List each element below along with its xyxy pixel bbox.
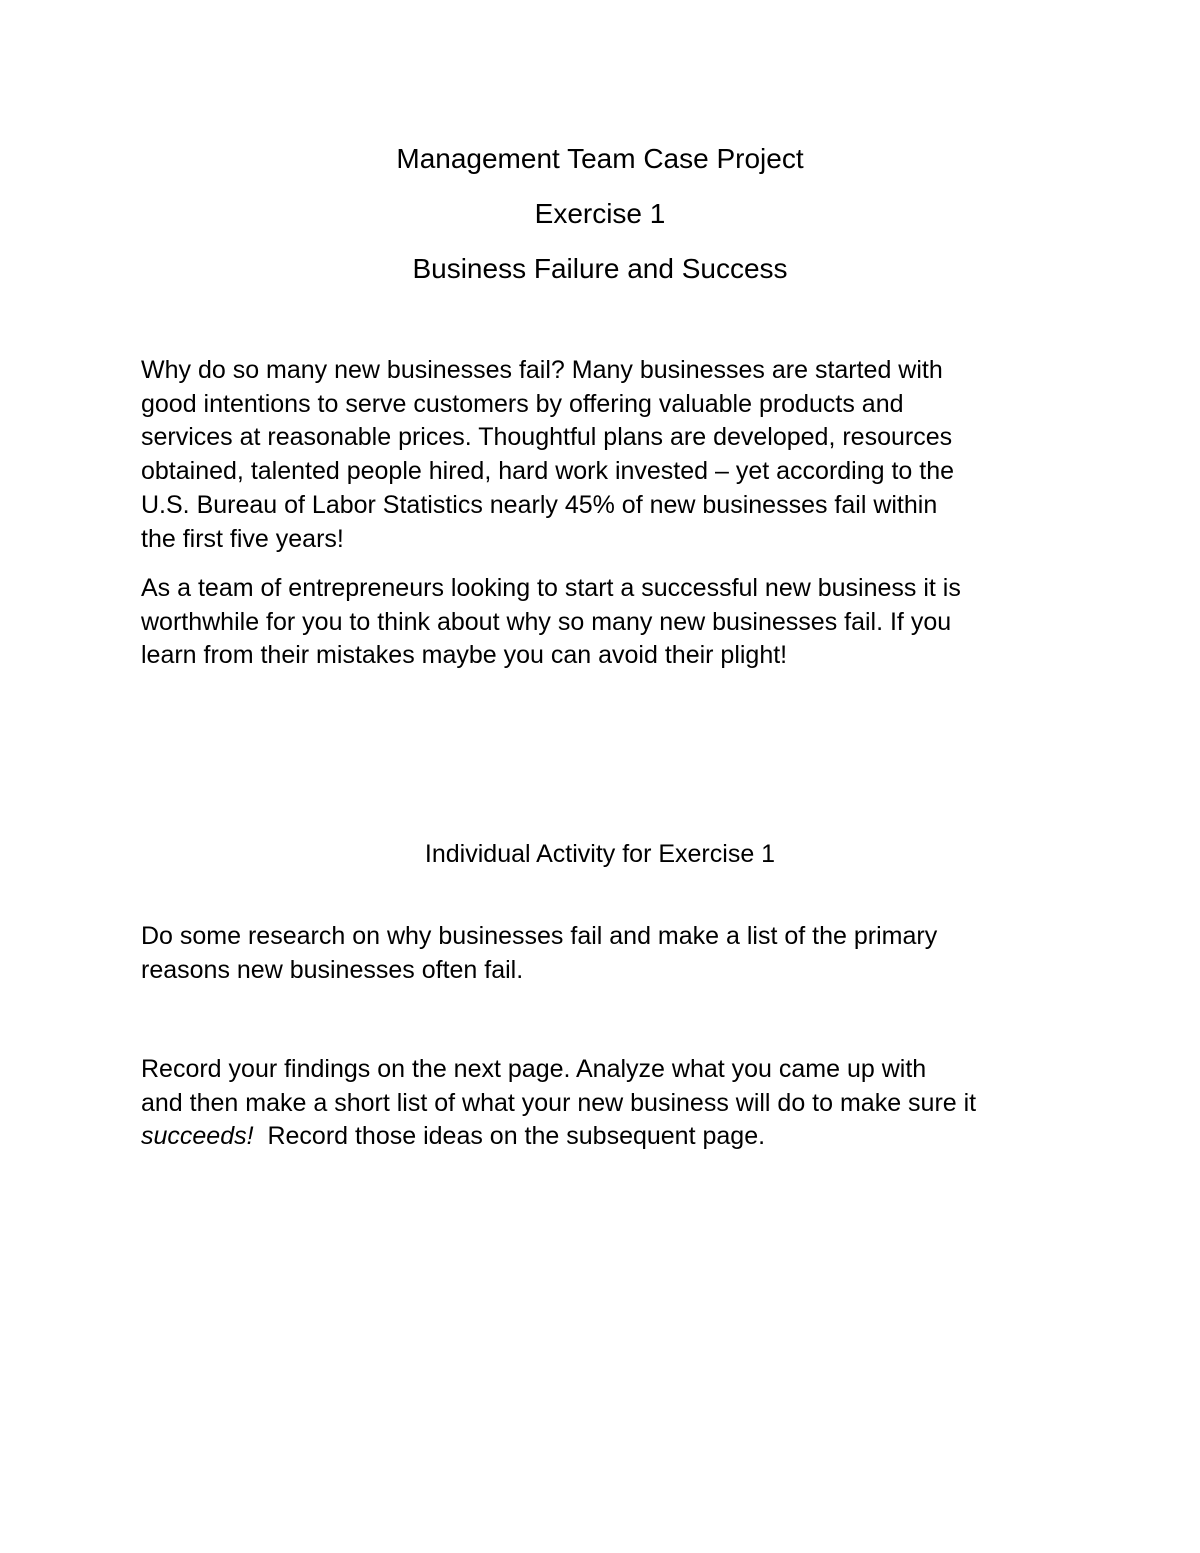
text-line [141,1120,1071,1154]
text-line: reasons new businesses often fail. [141,955,524,984]
text-line: and then make a short list of what your new business will do to make sure it [141,1088,977,1117]
text-line: services at reasonable prices. Thoughtful plans are developed, resources [141,423,953,452]
text-line: obtained, talented people hired, hard work invested – yet according to the [141,457,955,486]
text-line: Why do so many new businesses fail? Many businesses are started with [141,356,943,384]
activity-heading: Individual Activity for Exercise 1 [424,840,776,868]
text-line: Record your findings on the next page. Analyze what you came up with [141,1055,927,1083]
emphasis-text: succeeds! [141,1122,254,1151]
activity-paragraph-1 [141,920,1071,987]
intro-paragraph-1 [141,354,1071,556]
text-line: As a team of entrepreneurs looking to start a successful new business it is [141,574,961,602]
text-line: worthwhile for you to think about why so many new businesses fail. If you [141,607,952,636]
activity-paragraph-2 [141,1053,1071,1154]
text-line: the first five years! [141,524,344,553]
intro-paragraph-2 [141,572,1071,673]
document-title: Management Team Case Project [396,143,804,174]
text-line: U.S. Bureau of Labor Statistics nearly 45% of new businesses fail within [141,490,938,519]
text-line: learn from their mistakes maybe you can avoid their plight! [141,641,788,670]
text-line: good intentions to serve customers by offering valuable products and [141,389,904,418]
document-subtitle: Business Failure and Success [412,253,788,284]
exercise-label: Exercise 1 [534,198,666,229]
text-span: Record those ideas on the subsequent page. [253,1122,766,1151]
text-line: Do some research on why businesses fail and make a list of the primary [141,922,938,950]
